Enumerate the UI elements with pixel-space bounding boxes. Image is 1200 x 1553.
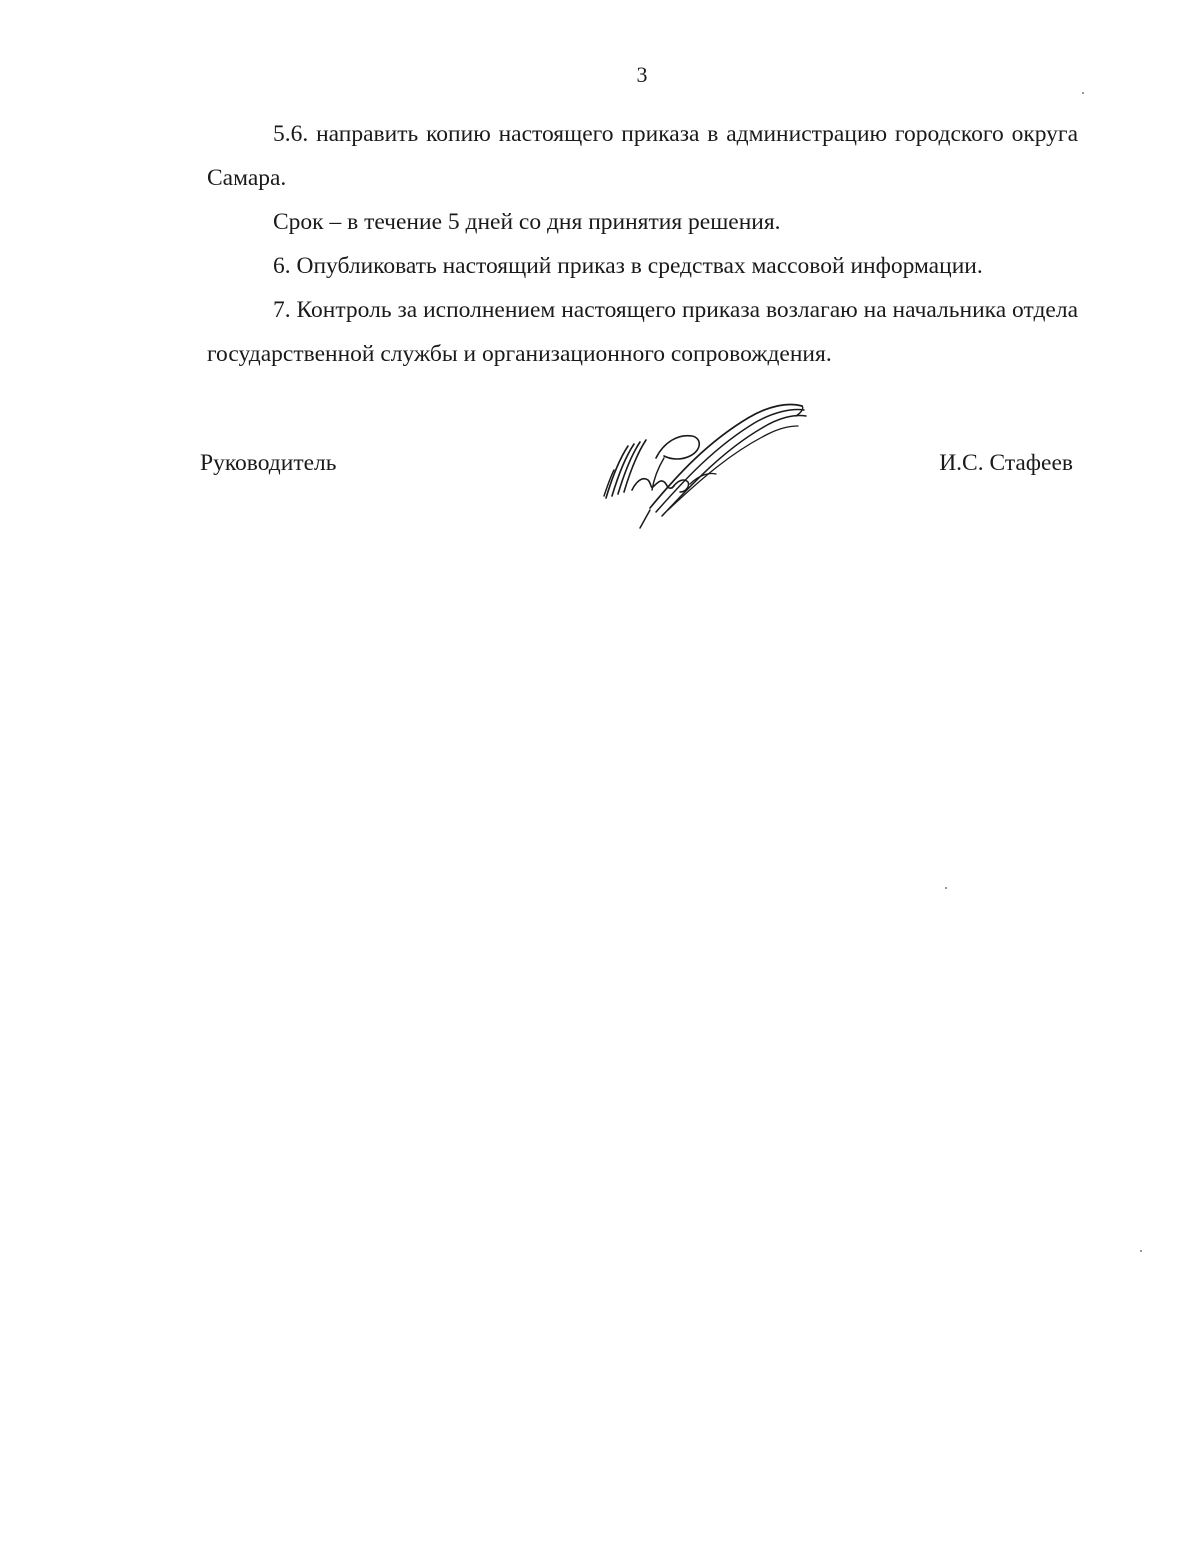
page-number: 3 [636,62,648,87]
scan-speck [945,887,947,889]
paragraph-5-6: 5.6. направить копию настоящего приказа в администрацию городского округа Самара. [207,121,1078,191]
scan-speck [1140,1250,1142,1252]
document-body [207,112,1078,376]
signatory-name: И.С. Стафеев [939,450,1073,476]
paragraph-7: 7. Контроль за исполнением настоящего приказа возлагаю на начальника отдела государственной службы и организационного сопровождения. [207,297,1078,367]
handwritten-signature [598,398,813,536]
paragraph-deadline: Срок – в течение 5 дней со дня принятия решения. [273,209,781,235]
paragraph-6: 6. Опубликовать настоящий приказ в средствах массовой информации. [273,253,983,279]
scan-speck [1082,92,1084,94]
signatory-role: Руководитель [200,450,337,476]
